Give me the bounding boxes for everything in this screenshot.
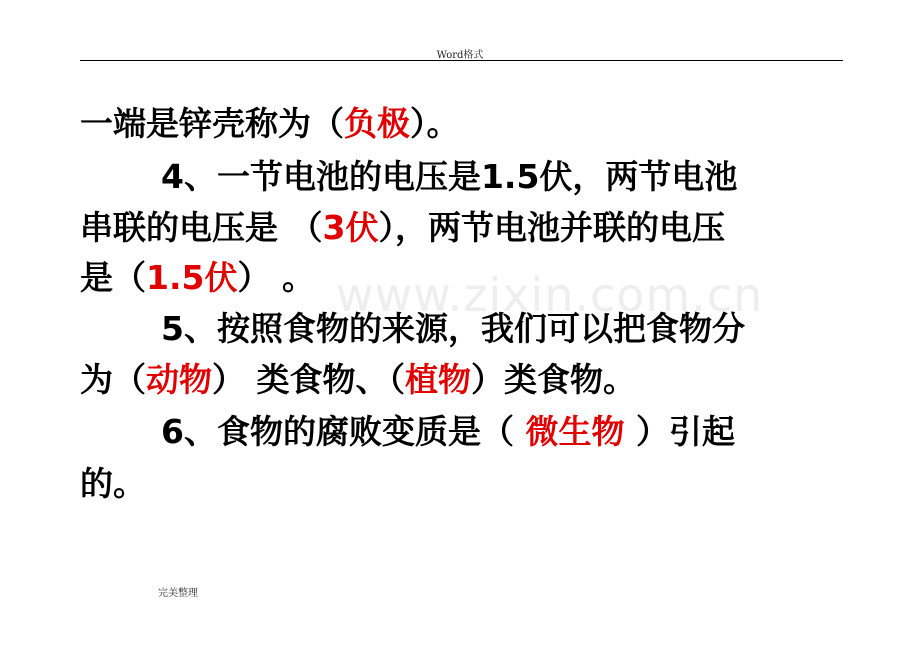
text-line-8: [80, 462, 146, 506]
text-line-7: [161, 410, 735, 454]
text-line-4: [80, 256, 315, 300]
line-6-text: 为（: [80, 360, 146, 399]
text-line-3: [80, 206, 725, 250]
line-4-text: 是（: [80, 258, 146, 297]
line-8-text: 的。: [80, 464, 146, 503]
text-line-2: [161, 155, 737, 199]
line-4-end: ） 。: [237, 258, 315, 297]
answer-animal: 动物: [146, 360, 212, 399]
line-6-end: ）类食物。: [471, 360, 636, 399]
line-6-mid: ） 类食物、（: [212, 360, 405, 399]
line-1-text: 一端是锌壳称为（: [80, 104, 344, 143]
answer-plant: 植物: [405, 360, 471, 399]
line-7-end: ）引起: [624, 412, 735, 451]
line-2-text: 4、一节电池的电压是1.5伏，两节电池: [161, 157, 738, 196]
line-3-text: 串联的电压是 （: [80, 208, 323, 247]
text-line-1: [80, 102, 460, 146]
line-1-end: ）。: [410, 104, 460, 143]
answer-negative-pole: 负极: [344, 104, 410, 143]
page-footer-text: 完美整理: [158, 588, 198, 599]
line-5-text: 5、按照食物的来源，我们可以把食物分: [161, 309, 745, 348]
answer-series-voltage: 3伏: [322, 208, 379, 247]
watermark: www.zixin.com.cn: [336, 268, 764, 322]
text-line-6: [80, 358, 636, 402]
page-header-text: Word格式: [436, 50, 484, 61]
answer-microorganism: 微生物: [525, 412, 625, 451]
line-3-end: ），两节电池并联的电压: [378, 208, 725, 247]
text-line-5: [161, 307, 745, 351]
header-rule: [80, 60, 843, 61]
answer-parallel-voltage: 1.5伏: [146, 258, 238, 297]
line-7-text: 6、食物的腐败变质是（: [161, 412, 526, 451]
